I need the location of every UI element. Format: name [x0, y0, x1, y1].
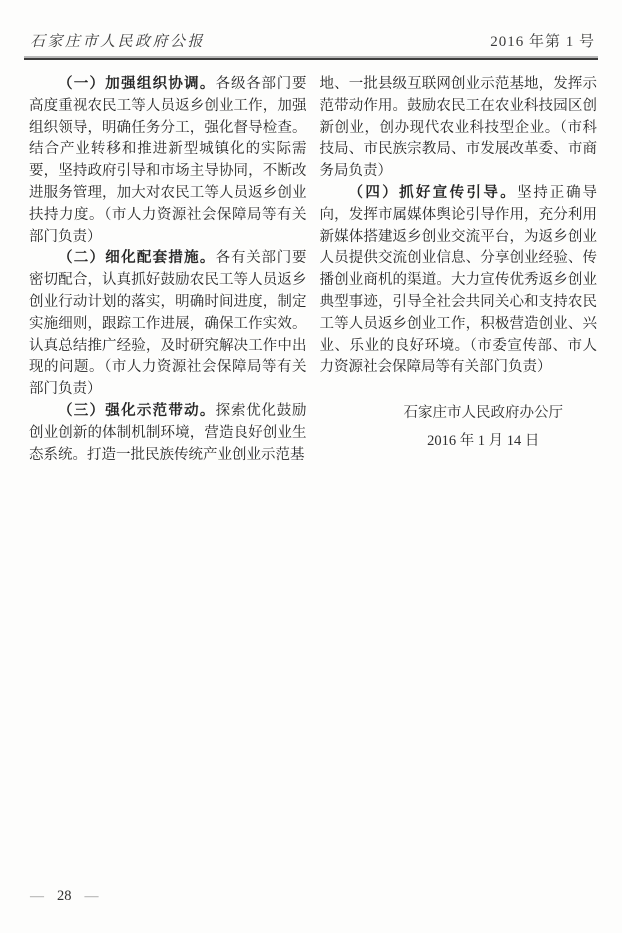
paragraph-4-text: 坚持正确导向，发挥市属媒体舆论引导作用，充分利用新媒体搭建返乡创业交流平台，为返乡创业人员提供交流创业信息、分享创业经验、传播创业商机的渠道。大力宣传优秀返乡创业典型事迹，引导全社会共同关心和支持农民工等人员返乡创业工作，积极营造创业、兴业、乐业的良好环境。（市委宣传部、市人力资源社会保障局等有关部门负责）	[319, 184, 598, 376]
running-head	[0, 0, 622, 58]
paragraph-3-heading: （三）强化示范带动。	[58, 402, 216, 419]
folio-right-dash: —	[84, 888, 99, 904]
paragraph-3-text-left: 探索优化鼓励创业创新的体制机制环境，营造良好创业生态系统。打造一批民族传统产业创业示范基	[29, 402, 307, 463]
right-column	[320, 74, 598, 466]
issue-label: 2016 年第 1 号	[490, 34, 595, 50]
article-body	[0, 60, 622, 466]
paragraph-3	[29, 401, 307, 466]
paragraph-1-text: 各级各部门要高度重视农民工等人员返乡创业工作，加强组织领导，明确任务分工，强化督导检查。结合产业转移和推进新型城镇化的实际需要，坚持政府引导和市场主导协同，不断改进服务管理，加大对农民工等人员返乡创业扶持力度。（市人力资源社会保障局等有关部门负责）	[29, 76, 307, 245]
paragraph-4	[320, 183, 598, 379]
paragraph-2-heading: （二）细化配套措施。	[58, 250, 216, 267]
paragraph-3-continuation: 地、一批县级互联网创业示范基地，发挥示范带动作用。鼓励农民工在农业科技园区创新创业，创办现代农业科技型企业。（市科技局、市民族宗教局、市发展改革委、市商务局负责）	[319, 76, 597, 180]
paragraph-1	[29, 74, 307, 248]
signature-date: 2016 年 1 月 14 日	[427, 433, 540, 450]
paragraph-2	[29, 248, 307, 401]
paragraph-4-heading: （四）抓好宣传引导。	[348, 184, 518, 201]
page-folio	[30, 888, 99, 905]
paragraph-1-heading: （一）加强组织协调。	[58, 76, 216, 92]
paragraph-2-text: 各有关部门要密切配合，认真抓好鼓励农民工等人员返乡创业行动计划的落实，明确时间进度，制定实施细则，跟踪工作进展，确保工作实效。认真总结推广经验，及时研究解决工作中出现的问题。（市人力资源社会保障局等有关部门负责）	[29, 250, 307, 398]
signature-issuer: 石家庄市人民政府办公厅	[403, 405, 563, 422]
page-number: 28	[57, 888, 72, 904]
folio-left-dash: —	[30, 888, 44, 904]
left-column	[29, 74, 307, 466]
publication-title: 石家庄市人民政府公报	[30, 34, 206, 50]
signature-block	[404, 399, 564, 455]
